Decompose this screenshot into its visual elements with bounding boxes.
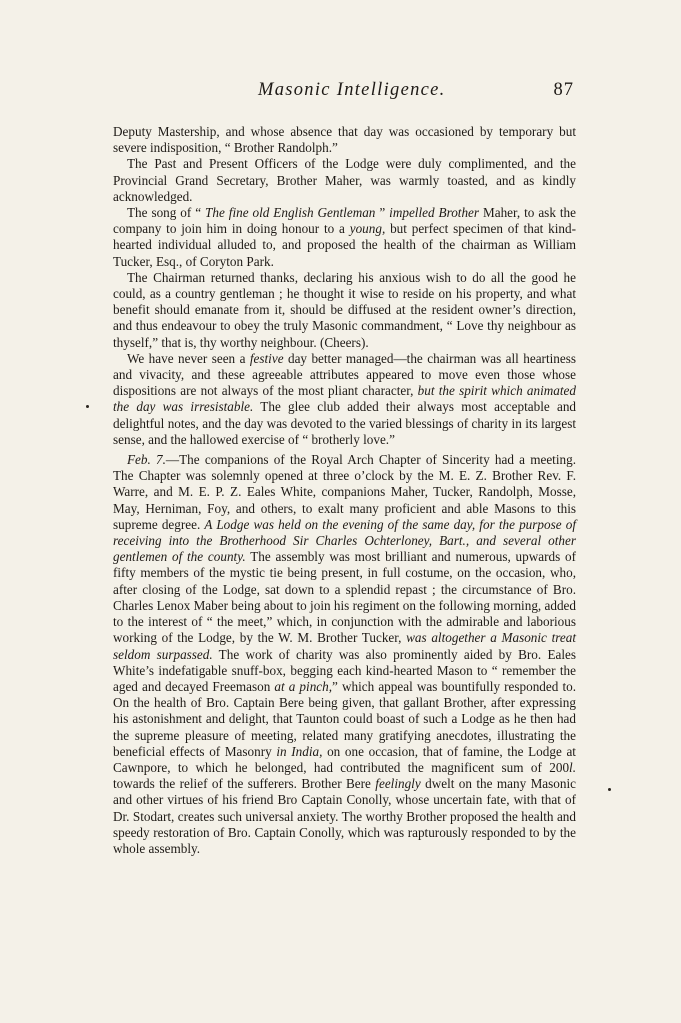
italic-run: at a pinch,	[274, 678, 333, 694]
song-title: The fine old English Gentleman	[205, 205, 376, 221]
text-run: Maher, to ask the company to join him in doing honour to a	[113, 205, 576, 237]
paragraph	[113, 452, 576, 857]
italic-run: in India,	[276, 743, 323, 759]
paragraph	[113, 270, 576, 351]
text-run: The song of “	[127, 205, 206, 221]
paragraph	[113, 156, 576, 205]
text-run: ” which appeal was bountifully responded to. On the health of Bro. Captain Bere being given, that gallant Brother, after expressing his astonishment and delight, that Taunton could boast of such a Lodge as he then had the supreme pleasure of meeting, related many gratifying anecdotes, illustrating the beneficial effects of Masonry	[113, 678, 576, 759]
text-run: Deputy Mastership, and whose absence that day was occasioned by temporary but severe indisposition, “ Brother Randolph.”	[113, 124, 576, 156]
italic-run: feelingly	[375, 776, 421, 792]
paragraph	[113, 205, 576, 270]
italic-run: A Lodge was held on the evening of the same day, for the purpose of receiving into the Brotherhood Sir Charles Ochterloney, Bart., and several other gentlemen of the county.	[113, 516, 576, 565]
italic-run: impelled Brother	[389, 205, 480, 221]
paragraph	[113, 124, 576, 156]
italic-run: was altogether a Masonic treat seldom surpassed.	[113, 630, 577, 662]
text-run: The glee club added their always most acceptable and delightful notes, and the day was devoted to the varied blessings of charity in its largest sense, and the hallowed exercise of “ brotherly love.”	[113, 399, 577, 447]
body-text	[113, 124, 576, 857]
text-run: 200	[549, 759, 570, 775]
text-run: The Chairman returned thanks, declaring his anxious wish to do all the good he could, as a country gentleman ; he thought it wise to reside on his property, and what benefit should emanate from it, should be diffused at the resident owner’s direction, and thus endeavour to obey the truly Masonic commandment, “ Love thy neighbour as thyself,” that is, thy worthy neighbour. (Cheers).	[113, 269, 576, 350]
italic-run: young,	[349, 221, 386, 237]
page-number: 87	[553, 80, 574, 100]
running-title: Masonic Intelligence.	[258, 80, 446, 100]
italic-run: l.	[569, 759, 576, 775]
text-run: The work of charity was also prominently aided by Bro. Eales White’s indefatigable snuff-box, begging each kind-hearted Mason to “ remember the aged and decayed Freemason	[113, 646, 576, 694]
text-run: ”	[375, 205, 390, 221]
text-run: We have never seen a	[127, 350, 250, 366]
margin-mark	[608, 788, 611, 791]
margin-mark	[86, 405, 89, 408]
italic-run: but the spirit which animated the day was irresistable.	[113, 383, 576, 415]
text-run: day better managed—the chairman was all heartiness and vivacity, and these agreeable attributes appeared to move even those whose dispositions are not always of the most pliant character,	[113, 350, 576, 399]
italic-run: festive	[249, 350, 284, 366]
text-run: on one occasion, that of famine, the Lodge at Cawnpore, to which he belonged, had contributed the magnificent sum of	[113, 743, 576, 775]
running-head	[244, 80, 574, 106]
date-label: Feb. 7.	[127, 452, 166, 468]
text-run: The Past and Present Officers of the Lodge were duly complimented, and the Provincial Grand Secretary, Brother Maher, was warmly toasted, and as kindly acknowledged.	[113, 156, 576, 204]
text-run: but perfect specimen of that kind-hearted individual alluded to, and proposed the health of the chairman as William Tucker, Esq., of Coryton Park.	[113, 221, 576, 269]
text-run: towards the relief of the sufferers. Brother Bere	[113, 776, 376, 792]
text-run: The assembly was most brilliant and numerous, upwards of fifty members of the mystic tie being present, in full costume, on the occasion, who, after closing of the Lodge, sat down to a splendid repast ; the circumstance of Bro. Charles Lenox Maber being about to join his regiment on the following morning, added to the interest of “ the meet,” which, in conjunction with the admirable and laborious working of the Lodge, by the W. M. Brother Tucker,	[113, 549, 576, 646]
paragraph	[113, 351, 576, 448]
text-run: dwelt on the many Masonic and other virtues of his friend Bro Captain Conolly, whose uncertain fate, with that of Dr. Stodart, creates such universal anxiety. The worthy Brother proposed the health and speedy restoration of Bro. Captain Conolly, which was rapturously responded to by the whole assembly.	[113, 776, 576, 856]
text-run: —The companions of the Royal Arch Chapter of Sincerity had a meeting. The Chapter was solemnly opened at three o’clock by the M. E. Z. Brother Rev. F. Warre, and M. E. P. Z. Eales White, companions Maher, Tucker, Randolph, Mosse, May, Herniman, Foy, and others, to exalt many proficient and able Masons to this supreme degree.	[113, 452, 576, 532]
